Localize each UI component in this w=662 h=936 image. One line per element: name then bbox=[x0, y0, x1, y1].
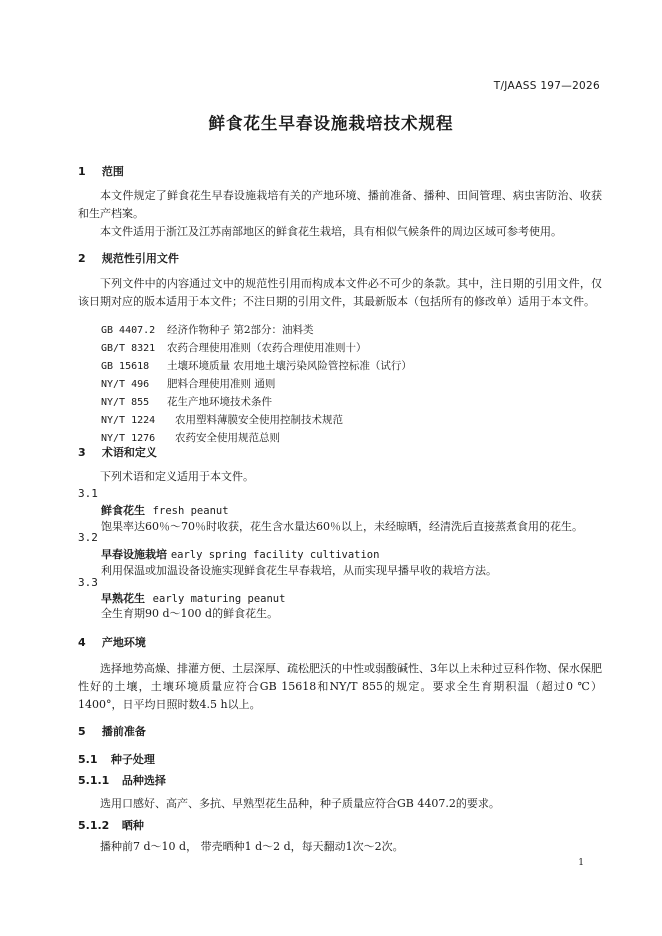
reference-name: 花生产地环境技术条件 bbox=[167, 396, 272, 408]
reference-code: NY/T 855 bbox=[101, 397, 150, 408]
section-number: 4 bbox=[78, 636, 86, 649]
section-number: 5 bbox=[78, 725, 86, 738]
section-title: 产地环境 bbox=[101, 636, 146, 649]
section-3-intro bbox=[78, 468, 602, 486]
term-name bbox=[101, 590, 285, 606]
subsection-number: 5.1 bbox=[78, 753, 98, 766]
term-name bbox=[101, 502, 229, 518]
section-title: 术语和定义 bbox=[101, 446, 157, 459]
subsection-5-1-2-body bbox=[78, 838, 602, 856]
reference-item bbox=[101, 411, 412, 429]
reference-code: NY/T 1276 bbox=[101, 433, 156, 444]
section-4-body bbox=[78, 660, 602, 714]
section-number: 3 bbox=[78, 446, 86, 459]
reference-name: 农用塑料薄膜安全使用控制技术规范 bbox=[175, 414, 343, 426]
term-number: 3.3 bbox=[78, 576, 98, 589]
section-heading-4 bbox=[78, 634, 146, 650]
reference-code: GB 15618 bbox=[101, 361, 150, 372]
section-1-body bbox=[78, 187, 602, 241]
section-number: 1 bbox=[78, 165, 86, 178]
subsection-heading-5-1 bbox=[78, 751, 155, 767]
paragraph: 播种前7 d～10 d， 带壳晒种1 d～2 d，每天翻动1次～2次。 bbox=[100, 840, 404, 853]
term-definition: 利用保温或加温设备设施实现鲜食花生早春栽培，从而实现早播早收的栽培方法。 bbox=[101, 564, 497, 577]
reference-code: NY/T 1224 bbox=[101, 415, 156, 426]
paragraph: 下列文件中的内容通过文中的规范性引用而构成本文件必不可少的条款。其中，注日期的引用文件，仅该日期对应的版本适用于本文件；不注日期的引用文件，其最新版本（包括所有的修改单）适用于本文件。 bbox=[78, 277, 602, 308]
paragraph: 选用口感好、高产、多抗、早熟型花生品种，种子质量应符合GB 4407.2的要求。 bbox=[100, 797, 500, 810]
paragraph: 本文件规定了鲜食花生早春设施栽培有关的产地环境、播前准备、播种、田间管理、病虫害防治、收获和生产档案。 bbox=[78, 189, 602, 220]
term-number: 3.2 bbox=[78, 531, 98, 544]
term-name-en: fresh peanut bbox=[152, 505, 229, 517]
term-name-cn: 早春设施栽培 bbox=[101, 548, 167, 561]
subsection-title: 晒种 bbox=[121, 819, 144, 832]
term-name-cn: 鲜食花生 bbox=[101, 504, 145, 517]
reference-name: 肥料合理使用准则 通则 bbox=[167, 378, 276, 390]
term-name-en: early maturing peanut bbox=[152, 593, 286, 605]
term-name-cn: 早熟花生 bbox=[101, 592, 145, 605]
term-definition: 全生育期90 d～100 d的鲜食花生。 bbox=[101, 607, 279, 620]
reference-name: 农药安全使用规范总则 bbox=[175, 432, 280, 444]
term-name bbox=[101, 546, 379, 562]
subsection-title: 种子处理 bbox=[110, 753, 155, 766]
subsection-number: 5.1.1 bbox=[78, 774, 110, 787]
section-title: 范围 bbox=[101, 165, 124, 178]
section-heading-1 bbox=[78, 163, 124, 179]
subsection-title: 品种选择 bbox=[121, 774, 166, 787]
subsection-number: 5.1.2 bbox=[78, 819, 110, 832]
document-code: T/JAASS 197—2026 bbox=[493, 80, 600, 92]
term-name-en: early spring facility cultivation bbox=[170, 549, 380, 561]
reference-item bbox=[101, 339, 412, 357]
paragraph: 本文件适用于浙江及江苏南部地区的鲜食花生栽培，具有相似气候条件的周边区域可参考使用。 bbox=[100, 225, 562, 238]
section-title: 播前准备 bbox=[101, 725, 146, 738]
reference-list bbox=[101, 321, 412, 447]
reference-code: GB/T 8321 bbox=[101, 343, 156, 354]
page-number: 1 bbox=[578, 858, 584, 868]
section-2-intro bbox=[78, 275, 602, 311]
reference-item bbox=[101, 375, 412, 393]
paragraph: 选择地势高燥、排灌方便、土层深厚、疏松肥沃的中性或弱酸碱性、3年以上未种过豆科作物、保水保肥性好的土壤，土壤环境质量应符合GB 15618和NY/T 855的规定。要求全生育期积温（超过0 ℃）1400°，日平均日照时数4.5 h以上。 bbox=[78, 662, 602, 711]
subsection-heading-5-1-2 bbox=[78, 817, 144, 833]
reference-name: 经济作物种子 第2部分：油料类 bbox=[167, 324, 314, 336]
paragraph: 下列术语和定义适用于本文件。 bbox=[100, 470, 254, 483]
reference-item bbox=[101, 357, 412, 375]
section-title: 规范性引用文件 bbox=[101, 252, 179, 265]
reference-item bbox=[101, 393, 412, 411]
reference-name: 农药合理使用准则（农药合理使用准则十） bbox=[167, 342, 367, 354]
subsection-5-1-1-body bbox=[78, 795, 602, 813]
document-title: 鲜食花生早春设施栽培技术规程 bbox=[208, 114, 454, 133]
reference-name: 土壤环境质量 农用地土壤污染风险管控标准（试行） bbox=[167, 360, 412, 372]
section-number: 2 bbox=[78, 252, 86, 265]
reference-code: GB 4407.2 bbox=[101, 325, 156, 336]
reference-item bbox=[101, 321, 412, 339]
section-heading-5 bbox=[78, 723, 146, 739]
term-definition: 饱果率达60％～70％时收获，花生含水量达60％以上，未经晾晒，经清洗后直接蒸煮食用的花生。 bbox=[101, 520, 583, 533]
reference-code: NY/T 496 bbox=[101, 379, 150, 390]
term-number: 3.1 bbox=[78, 487, 98, 500]
section-heading-3 bbox=[78, 444, 157, 460]
section-heading-2 bbox=[78, 250, 179, 266]
subsection-heading-5-1-1 bbox=[78, 772, 166, 788]
